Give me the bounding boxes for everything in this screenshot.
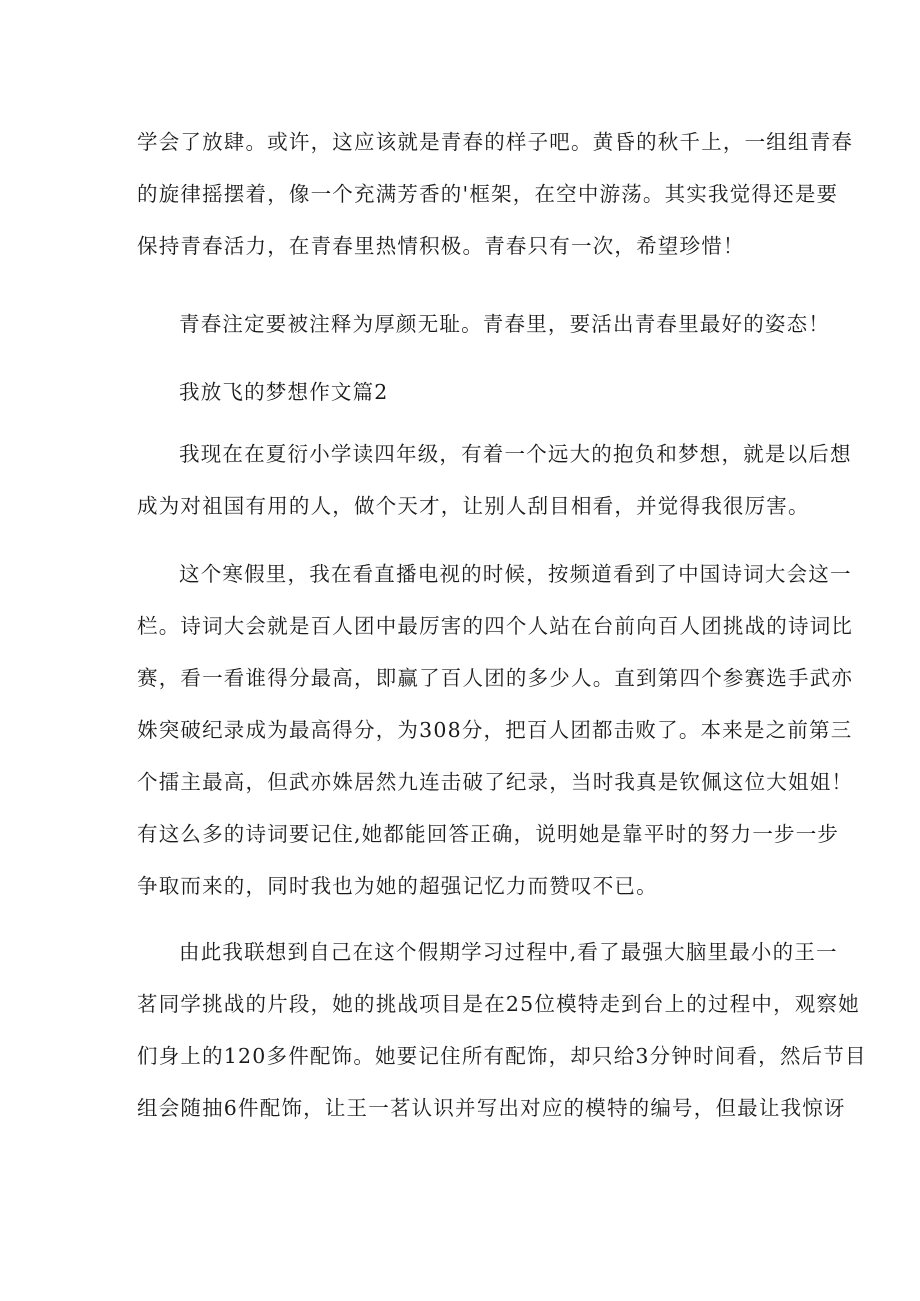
text-line: 青春注定要被注释为厚颜无耻。青春里，要活出青春里最好的姿态！ xyxy=(179,312,830,336)
text-line: 有这么多的诗词要记住,她都能回答正确，说明她是靠平时的努力一步一步 xyxy=(137,822,840,846)
text-line: 赛，看一看谁得分最高，即赢了百人团的多少人。直到第四个参赛选手武亦 xyxy=(137,666,854,690)
paragraph-1 xyxy=(137,116,854,272)
section-heading xyxy=(137,366,797,418)
text-line: 保持青春活力，在青春里热情积极。青春只有一次，希望珍惜！ xyxy=(137,234,745,258)
text-line: 们身上的120多件配饰。她要记住所有配饰，却只给3分钟时间看，然后节目 xyxy=(137,1044,867,1068)
text-line: 争取而来的，同时我也为她的超强记忆力而赞叹不已。 xyxy=(137,874,658,898)
text-line: 姝突破纪录成为最高得分，为308分，把百人团都击败了。本来是之前第三 xyxy=(137,718,853,742)
text-line: 栏。诗词大会就是百人团中最厉害的四个人站在台前向百人团挑战的诗词比 xyxy=(137,614,854,638)
paragraph-3 xyxy=(137,428,852,532)
text-line: 茗同学挑战的片段，她的挑战项目是在25位模特走到台上的过程中，观察她 xyxy=(137,992,860,1016)
paragraph-2 xyxy=(137,298,830,350)
paragraph-4 xyxy=(137,548,854,912)
text-line: 我现在在夏衍小学读四年级，有着一个远大的抱负和梦想，就是以后想 xyxy=(179,442,852,466)
text-line: 组会随抽6件配饰，让王一茗认识并写出对应的模特的编号，但最让我惊讶 xyxy=(137,1096,846,1120)
text-line: 这个寒假里，我在看直播电视的时候，按频道看到了中国诗词大会这一 xyxy=(179,562,852,586)
text-line: 成为对祖国有用的人，做个天才，让别人刮目相看，并觉得我很厉害。 xyxy=(137,494,810,518)
text-line: 由此我联想到自己在这个假期学习过程中,看了最强大脑里最小的王一 xyxy=(179,940,838,964)
paragraph-5 xyxy=(137,926,867,1134)
heading-text: 我放飞的梦想作文篇2 xyxy=(179,380,389,404)
text-line: 的旋律摇摆着，像一个充满芳香的'框架，在空中游荡。其实我觉得还是要 xyxy=(137,182,839,206)
text-line: 学会了放肆。或许，这应该就是青春的样子吧。黄昏的秋千上，一组组青春 xyxy=(137,130,854,154)
text-line: 个擂主最高，但武亦姝居然九连击破了纪录，当时我真是钦佩这位大姐姐！ xyxy=(137,770,854,794)
